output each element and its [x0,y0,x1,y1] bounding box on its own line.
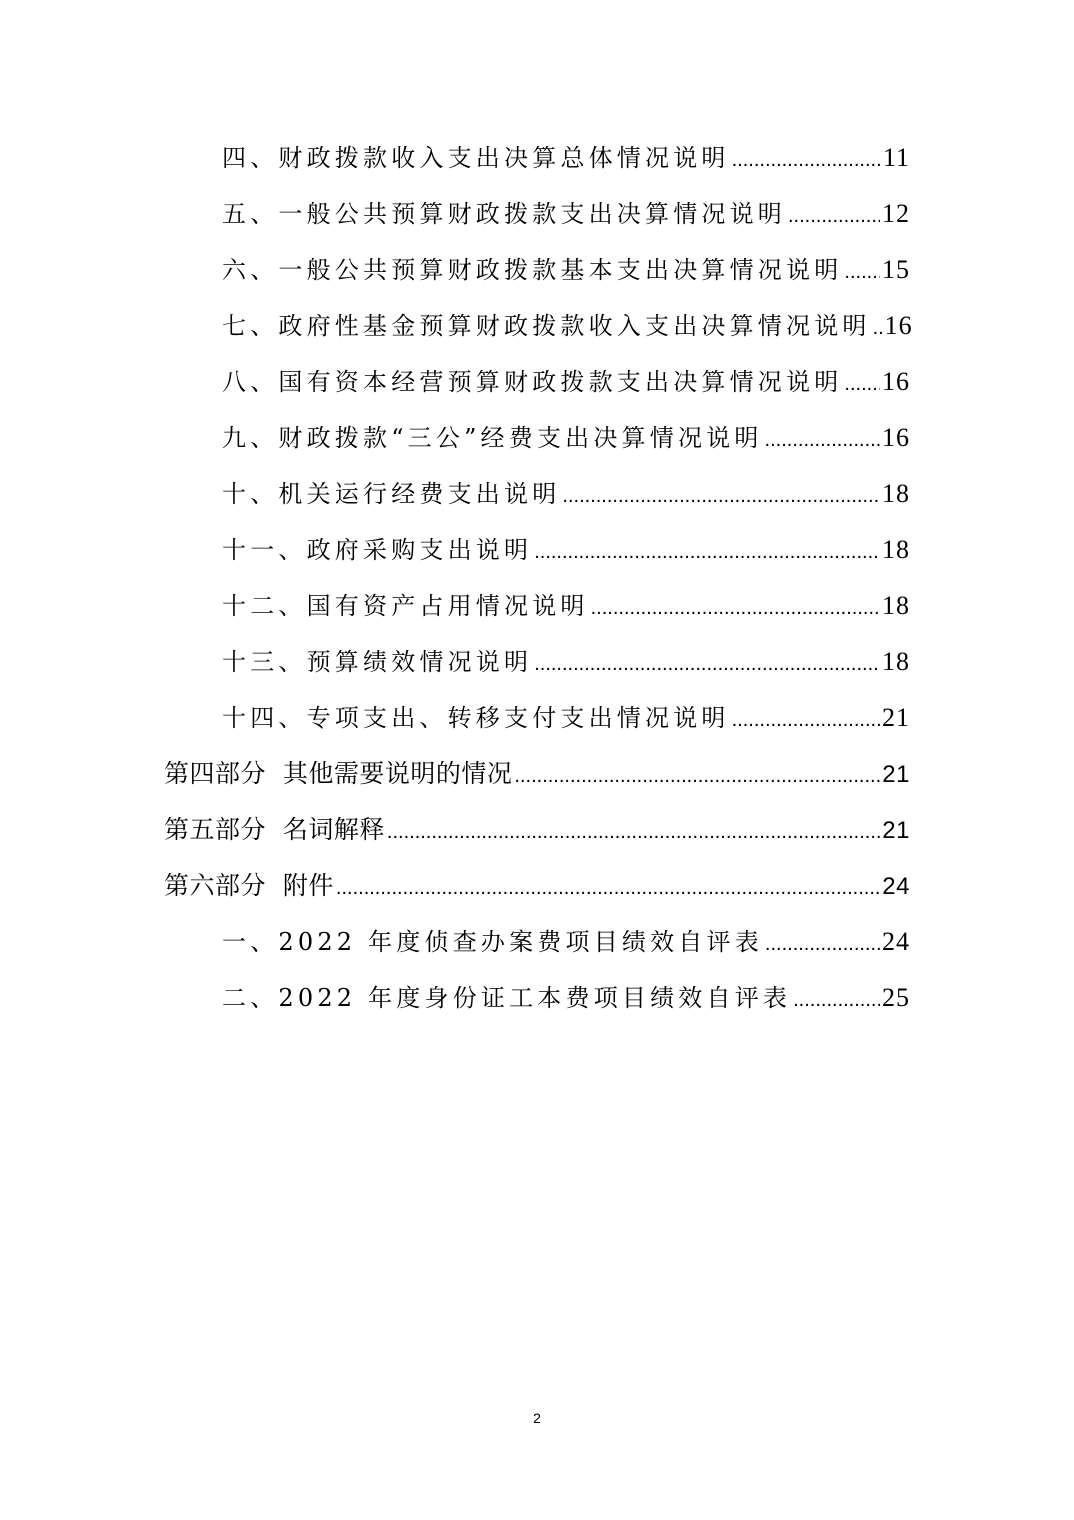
toc-entry-page: 16 [882,367,910,396]
toc-entry[interactable] [222,194,910,234]
toc-dot-leader [788,205,880,228]
toc-dot-leader [387,821,880,844]
toc-entry-label: 八、国有资本经营预算财政拨款支出决算情况说明 [222,368,843,396]
toc-entry[interactable] [222,250,910,290]
toc-dot-leader [732,709,880,732]
toc-entry-page: 24 [882,927,910,956]
toc-entry-label: 七、政府性基金预算财政拨款收入支出决算情况说明 [222,312,871,340]
toc-dot-leader [793,989,880,1012]
toc-entry[interactable] [222,138,910,178]
toc-entry[interactable] [222,530,910,570]
toc-entry-label: 十四、专项支出、转移支付支出情况说明 [222,704,730,732]
toc-entry-label: 九、财政拨款“三公”经费支出决算情况说明 [222,424,763,452]
toc-entry[interactable] [222,642,910,682]
toc-entry-label: 二、2022 年度身份证工本费项目绩效自评表 [222,984,792,1012]
toc-dot-leader [534,653,880,676]
toc-entry[interactable] [222,698,910,738]
toc-entry-page: 18 [882,535,910,564]
toc-entry-page: 21 [882,817,910,844]
toc-entry-page: 18 [882,647,910,676]
toc-entry-page: 16 [884,311,913,340]
toc-entry-label: 一、2022 年度侦查办案费项目绩效自评表 [222,928,763,956]
toc-entry-page: 21 [882,703,910,732]
toc-entry-label: 第六部分 附件 [164,871,334,900]
toc-dot-leader [873,317,883,340]
toc-entry-page: 18 [882,479,910,508]
toc-entry-label: 第四部分 其他需要说明的情况 [164,759,513,788]
toc-dot-leader [591,597,880,620]
toc-part-entry[interactable] [164,754,910,794]
toc-entry[interactable] [222,586,910,626]
toc-entry-label: 四、财政拨款收入支出决算总体情况说明 [222,144,730,172]
toc-entry-label: 第五部分 名词解释 [164,815,385,844]
toc-entry-label: 十一、政府采购支出说明 [222,536,533,564]
toc-dot-leader [534,541,880,564]
toc-entry[interactable] [222,418,910,458]
toc-entry-page: 12 [882,199,910,228]
toc-entry[interactable] [222,922,910,962]
toc-part-entry[interactable] [164,866,910,906]
toc-entry[interactable] [222,474,910,514]
toc-entry-page: 25 [882,983,910,1012]
toc-dot-leader [514,765,880,788]
toc-entry-page: 16 [882,423,910,452]
toc-entry-page: 11 [882,143,910,172]
toc-entry[interactable] [222,978,910,1018]
toc-dot-leader [844,261,880,284]
toc-dot-leader [336,877,880,900]
toc-entry-page: 21 [882,761,910,788]
toc-entry-page: 24 [882,873,910,900]
toc-part-entry[interactable] [164,810,910,850]
toc-dot-leader [732,149,881,172]
toc-entry-label: 十、机关运行经费支出说明 [222,480,561,508]
toc-entry[interactable] [222,306,913,346]
toc-dot-leader [844,373,880,396]
toc-entry-label: 十三、预算绩效情况说明 [222,648,533,676]
toc-entry-label: 十二、国有资产占用情况说明 [222,592,589,620]
toc-entry-page: 18 [882,591,910,620]
page-number: 2 [533,1410,541,1426]
toc-entry-label: 六、一般公共预算财政拨款基本支出决算情况说明 [222,256,843,284]
toc-entry-label: 五、一般公共预算财政拨款支出决算情况说明 [222,200,786,228]
toc-dot-leader [765,933,880,956]
toc-entry-page: 15 [882,255,910,284]
toc-dot-leader [562,485,880,508]
toc-entry[interactable] [222,362,910,402]
toc-dot-leader [765,429,880,452]
